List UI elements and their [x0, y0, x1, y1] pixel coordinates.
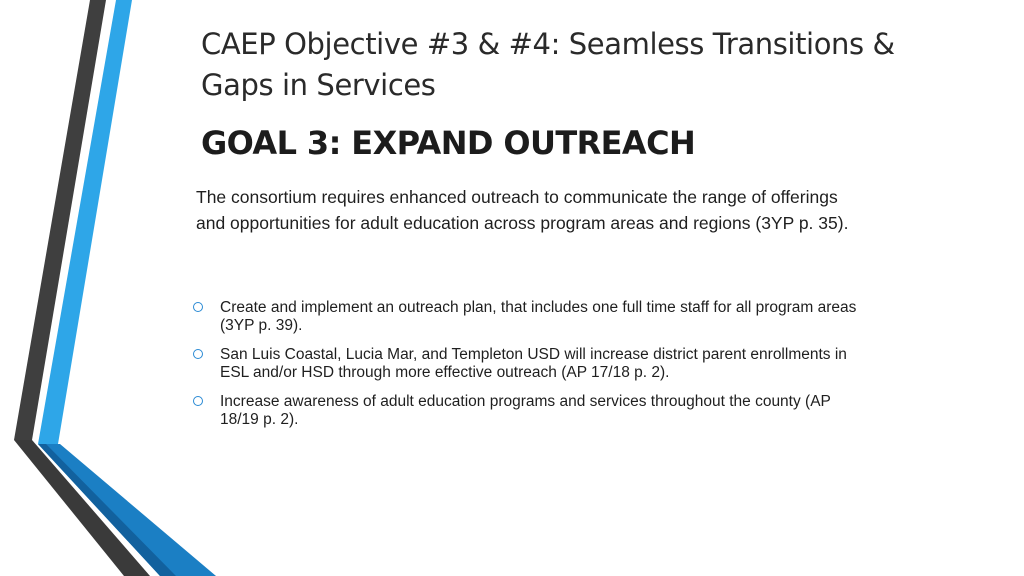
blue-diagonal-shade [38, 444, 176, 576]
list-item [190, 346, 870, 382]
circle-bullet-icon [193, 349, 203, 359]
goal-heading: GOAL 3: EXPAND OUTREACH [201, 124, 696, 162]
bullet-text: Create and implement an outreach plan, that includes one full time staff for all program areas (3YP p. 39). [220, 299, 857, 334]
list-item [190, 393, 870, 429]
circle-bullet-icon [193, 302, 203, 312]
bullet-text: San Luis Coastal, Lucia Mar, and Templeton USD will increase district parent enrollments in ESL and/or HSD through more effective outreach (AP 17/18 p. 2). [220, 346, 847, 381]
slide-title: CAEP Objective #3 & #4: Seamless Transitions & Gaps in Services [201, 27, 895, 102]
circle-bullet-icon [193, 396, 203, 406]
intro-paragraph: The consortium requires enhanced outreach to communicate the range of offerings and opportunities for adult education across program areas and regions (3YP p. 35). [196, 187, 849, 233]
bullet-text: Increase awareness of adult education programs and services throughout the county (AP 18/19 p. 2). [220, 393, 831, 428]
bullet-list [190, 299, 870, 440]
list-item [190, 299, 870, 335]
